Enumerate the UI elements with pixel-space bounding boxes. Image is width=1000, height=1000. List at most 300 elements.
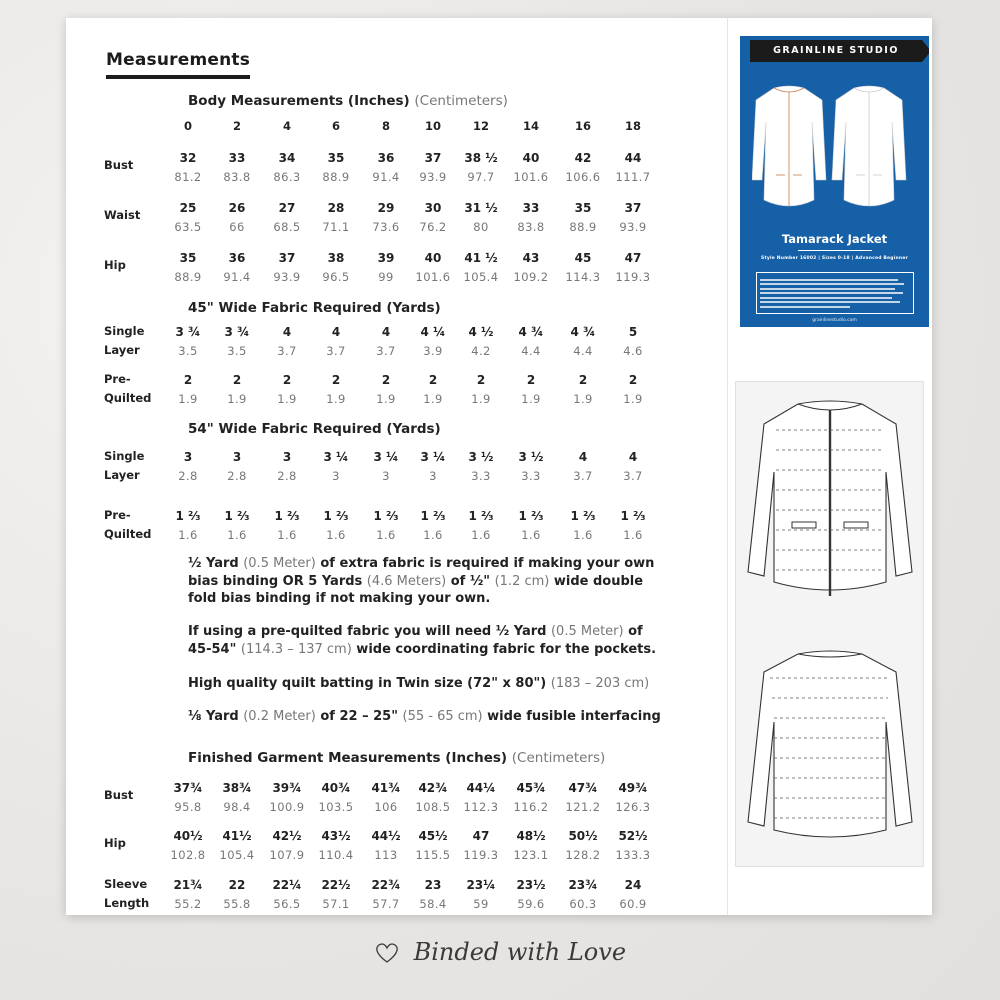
inch-value: 26: [228, 201, 246, 215]
size-label: 2: [232, 119, 241, 133]
note-paragraph: [188, 675, 668, 693]
cm-value: 126.3: [615, 800, 651, 814]
inch-value: 36: [377, 151, 395, 165]
cm-value: 91.4: [223, 270, 251, 284]
cm-value: 3.3: [521, 469, 541, 483]
note-text: of extra fabric is required if making your own bias binding OR 5 Yards: [188, 556, 655, 589]
signature: [0, 938, 1000, 966]
cm-value: 95.8: [174, 800, 202, 814]
size-label: 14: [522, 119, 539, 133]
inch-value: 23¼: [466, 878, 496, 892]
inch-value: 4: [578, 450, 588, 464]
note-text: of 22 – 25": [315, 709, 403, 724]
inch-value: 36: [228, 251, 246, 265]
inch-value: 35: [179, 251, 197, 265]
table-cell: [501, 778, 561, 817]
cm-value: 57.1: [322, 897, 350, 911]
note-text: of 45-54": [188, 624, 643, 657]
inch-value: 24: [624, 878, 642, 892]
cm-value: 4.4: [573, 344, 593, 358]
metric-value: (0.5 Meter): [243, 556, 316, 571]
table-row: [66, 447, 666, 487]
cm-value: 105.4: [463, 270, 499, 284]
inch-value: 41 ½: [464, 251, 498, 265]
table-cell: [501, 875, 561, 914]
cm-value: 4.4: [521, 344, 541, 358]
table-cell: [501, 148, 561, 187]
cm-value: 3: [429, 469, 437, 483]
cm-value: 1.6: [521, 528, 541, 542]
cm-value: 76.2: [419, 220, 447, 234]
cm-value: 106: [374, 800, 398, 814]
inch-value: 30: [424, 201, 442, 215]
cm-value: 3.7: [326, 344, 346, 358]
inch-value: 1 ⅔: [570, 509, 596, 523]
inch-value: 45: [574, 251, 592, 265]
inch-value: 48½: [516, 829, 546, 843]
inch-value: 1 ⅔: [274, 509, 300, 523]
inch-value: 21¾: [173, 878, 203, 892]
inch-value: 22: [228, 878, 246, 892]
cm-value: 68.5: [273, 220, 301, 234]
table-row: [66, 875, 666, 915]
cm-value: 81.2: [174, 170, 202, 184]
inch-value: 2: [331, 373, 341, 387]
table-row: [66, 506, 666, 546]
note-text: If using a pre-quilted fabric you will need ½ Yard: [188, 624, 551, 639]
cm-value: 1.9: [376, 392, 396, 406]
cm-value: 1.6: [623, 528, 643, 542]
inch-value: 44: [624, 151, 642, 165]
inch-value: 22¾: [371, 878, 401, 892]
inch-value: 37: [624, 201, 642, 215]
size-label: 0: [183, 119, 192, 133]
note-text: wide fusible interfacing: [482, 709, 661, 724]
cm-value: 91.4: [372, 170, 400, 184]
inch-value: 3 ½: [468, 450, 494, 464]
inch-value: 34: [278, 151, 296, 165]
inch-value: 2: [381, 373, 391, 387]
cm-value: 93.9: [273, 270, 301, 284]
inch-value: 1 ⅔: [620, 509, 646, 523]
cm-value: 60.9: [619, 897, 647, 911]
table-row: [66, 148, 666, 188]
row-label-line: Hip: [104, 836, 126, 850]
inch-value: 1 ⅔: [518, 509, 544, 523]
size-label: 6: [331, 119, 340, 133]
inch-value: 52½: [618, 829, 648, 843]
cm-value: 3: [332, 469, 340, 483]
cm-value: 1.9: [227, 392, 247, 406]
inch-value: 40½: [173, 829, 203, 843]
cover-style-line: Style Number 16002 | Sizes 0-18 | Advanced Beginner: [761, 256, 908, 261]
inch-value: 38¾: [222, 781, 252, 795]
inch-value: 23½: [516, 878, 546, 892]
cm-value: 1.9: [623, 392, 643, 406]
row-label-line: Pre-: [104, 508, 131, 522]
technical-drawings-panel: [735, 381, 924, 867]
row-label-line: Single: [104, 324, 145, 338]
cm-value: 115.5: [415, 848, 451, 862]
size-label: 10: [424, 119, 441, 133]
inch-value: 42¾: [418, 781, 448, 795]
inch-value: 47: [472, 829, 490, 843]
cm-value: 108.5: [415, 800, 451, 814]
row-label-line: Pre-: [104, 372, 131, 386]
table-cell: [501, 322, 561, 361]
size-label: 12: [472, 119, 489, 133]
inch-value: 4 ¾: [518, 325, 544, 339]
inch-value: 3 ¾: [175, 325, 201, 339]
inch-value: 22½: [321, 878, 351, 892]
table-cell: [501, 826, 561, 865]
cm-value: 56.5: [273, 897, 301, 911]
note-paragraph: [188, 708, 668, 726]
table-cell: [603, 322, 663, 361]
inch-value: 2: [578, 373, 588, 387]
inch-value: 23¾: [568, 878, 598, 892]
pattern-cover: [740, 36, 929, 327]
pattern-sheet: [66, 18, 932, 915]
inch-value: 3: [183, 450, 193, 464]
inch-value: 37: [278, 251, 296, 265]
table-row: [66, 370, 666, 410]
row-label-line: Layer: [104, 468, 140, 482]
inch-value: 44½: [371, 829, 401, 843]
table-row: [66, 322, 666, 362]
table-cell: [501, 248, 561, 287]
cm-value: 1.9: [277, 392, 297, 406]
inch-value: 40: [424, 251, 442, 265]
column-divider: [727, 18, 728, 915]
table-cell: [603, 506, 663, 545]
inch-value: 43: [522, 251, 540, 265]
size-label: 4: [282, 119, 291, 133]
cm-value: 103.5: [318, 800, 354, 814]
table-cell: [603, 826, 663, 865]
inch-value: 39: [377, 251, 395, 265]
cm-value: 3.7: [277, 344, 297, 358]
inch-value: 45½: [418, 829, 448, 843]
inch-value: 22¼: [272, 878, 302, 892]
cm-value: 105.4: [219, 848, 255, 862]
cm-value: 55.8: [223, 897, 251, 911]
cm-value: 1.6: [376, 528, 396, 542]
cm-value: 3.7: [376, 344, 396, 358]
cm-value: 128.2: [565, 848, 601, 862]
size-label: 16: [574, 119, 591, 133]
cm-value: 1.6: [227, 528, 247, 542]
cm-value: 106.6: [565, 170, 601, 184]
inch-value: 3 ¾: [224, 325, 250, 339]
row-label-line: Sleeve: [104, 877, 148, 891]
inch-value: 35: [574, 201, 592, 215]
inch-value: 2: [628, 373, 638, 387]
cm-value: 113: [374, 848, 398, 862]
cm-value: 3.5: [227, 344, 247, 358]
inch-value: 2: [428, 373, 438, 387]
inch-value: 27: [278, 201, 296, 215]
inch-value: 49¾: [618, 781, 648, 795]
inch-value: 1 ⅔: [373, 509, 399, 523]
inch-value: 50½: [568, 829, 598, 843]
inch-value: 28: [327, 201, 345, 215]
inch-value: 3: [232, 450, 242, 464]
inch-value: 47¾: [568, 781, 598, 795]
cm-value: 88.9: [322, 170, 350, 184]
cm-value: 93.9: [619, 220, 647, 234]
cover-jacket-illustration: [752, 80, 917, 220]
cm-value: 119.3: [463, 848, 499, 862]
table-cell: [603, 370, 663, 409]
row-label-line: Hip: [104, 258, 126, 272]
inch-value: 5: [628, 325, 638, 339]
cover-pattern-name: Tamarack Jacket: [781, 232, 888, 246]
metric-value: (55 - 65 cm): [402, 709, 483, 724]
inch-value: 3 ¼: [323, 450, 349, 464]
table-cell: [603, 875, 663, 914]
inch-value: 41½: [222, 829, 252, 843]
note-text: wide coordinating fabric for the pockets.: [351, 641, 657, 657]
table-cell: [603, 778, 663, 817]
page-title: Measurements: [106, 50, 250, 79]
cm-value: 1.6: [423, 528, 443, 542]
cm-value: 133.3: [615, 848, 651, 862]
cm-value: 100.9: [269, 800, 305, 814]
cm-value: 3.7: [623, 469, 643, 483]
inch-value: 4: [381, 325, 391, 339]
cm-value: 3.5: [178, 344, 198, 358]
cm-value: 99: [378, 270, 394, 284]
cm-value: 83.8: [517, 220, 545, 234]
row-label-line: Quilted: [104, 527, 152, 541]
table-cell: [603, 248, 663, 287]
metric-value: (4.6 Meters): [366, 573, 447, 589]
cm-value: 88.9: [174, 270, 202, 284]
table-cell: [501, 370, 561, 409]
metric-value: (183 – 203 cm): [550, 676, 650, 691]
cm-value: 1.9: [521, 392, 541, 406]
size-label: 18: [624, 119, 641, 133]
inch-value: 32: [179, 151, 197, 165]
table-row: [66, 248, 666, 288]
cm-value: 93.9: [419, 170, 447, 184]
cover-url: grainlinestudio.com: [812, 318, 857, 323]
cm-value: 1.6: [573, 528, 593, 542]
row-label-line: Layer: [104, 343, 140, 357]
jacket-front-back-drawings: [736, 382, 923, 866]
row-label-line: Bust: [104, 788, 134, 802]
note-text: High quality quilt batting in Twin size (72" x 80"): [188, 676, 551, 691]
inch-value: 2: [526, 373, 536, 387]
note-text: ½ Yard: [188, 556, 244, 571]
cm-value: 119.3: [615, 270, 651, 284]
cm-value: 3.9: [423, 344, 443, 358]
inch-value: 1 ⅔: [468, 509, 494, 523]
inch-value: 41¾: [371, 781, 401, 795]
cm-value: 101.6: [513, 170, 549, 184]
cm-value: 4.2: [471, 344, 491, 358]
table-row: [66, 198, 666, 238]
inch-value: 25: [179, 201, 197, 215]
inch-value: 4: [331, 325, 341, 339]
cm-value: 3.3: [471, 469, 491, 483]
row-label-line: Single: [104, 449, 145, 463]
cover-rule: [798, 250, 872, 251]
finished-measurements-heading: Finished Garment Measurements (Inches) (Centimeters): [188, 750, 606, 766]
cm-value: 59: [473, 897, 489, 911]
inch-value: 4: [282, 325, 292, 339]
cm-value: 1.6: [178, 528, 198, 542]
cm-value: 60.3: [569, 897, 597, 911]
inch-value: 2: [232, 373, 242, 387]
cm-value: 2.8: [277, 469, 297, 483]
cm-value: 59.6: [517, 897, 545, 911]
cm-value: 4.6: [623, 344, 643, 358]
row-label-line: Waist: [104, 208, 141, 222]
cm-value: 101.6: [415, 270, 451, 284]
table-cell: [501, 198, 561, 237]
row-label-line: Length: [104, 896, 150, 910]
inch-value: 4 ½: [468, 325, 494, 339]
inch-value: 3 ¼: [420, 450, 446, 464]
inch-value: 42½: [272, 829, 302, 843]
inch-value: 3 ¼: [373, 450, 399, 464]
brand-banner: GRAINLINE STUDIO: [750, 40, 922, 62]
row-label-line: Bust: [104, 158, 134, 172]
inch-value: 4 ¾: [570, 325, 596, 339]
inch-value: 39¾: [272, 781, 302, 795]
inch-value: 40: [522, 151, 540, 165]
inch-value: 38: [327, 251, 345, 265]
cm-value: 3.7: [573, 469, 593, 483]
note-text: ⅛ Yard: [188, 709, 244, 724]
note-text: of ½": [446, 573, 495, 589]
signature-text: Binded with Love: [413, 938, 627, 966]
cm-value: 83.8: [223, 170, 251, 184]
inch-value: 43½: [321, 829, 351, 843]
table-row: [66, 826, 666, 866]
cm-value: 98.4: [223, 800, 251, 814]
cm-value: 1.9: [423, 392, 443, 406]
inch-value: 42: [574, 151, 592, 165]
inch-value: 29: [377, 201, 395, 215]
cover-description-box: [756, 272, 914, 314]
inch-value: 4 ¼: [420, 325, 446, 339]
row-label-line: Quilted: [104, 391, 152, 405]
heart-icon: [374, 942, 400, 964]
cm-value: 114.3: [565, 270, 601, 284]
note-paragraph: [188, 623, 668, 658]
cm-value: 71.1: [322, 220, 350, 234]
inch-value: 37: [424, 151, 442, 165]
cm-value: 2.8: [178, 469, 198, 483]
inch-value: 2: [282, 373, 292, 387]
brand-banner-tip: [922, 40, 929, 62]
cm-value: 107.9: [269, 848, 305, 862]
table-cell: [501, 506, 561, 545]
cm-value: 110.4: [318, 848, 354, 862]
inch-value: 40¾: [321, 781, 351, 795]
cm-value: 96.5: [322, 270, 350, 284]
cm-value: 1.6: [471, 528, 491, 542]
inch-value: 1 ⅔: [323, 509, 349, 523]
cm-value: 102.8: [170, 848, 206, 862]
inch-value: 38 ½: [464, 151, 498, 165]
inch-value: 3: [282, 450, 292, 464]
body-measurements-heading: Body Measurements (Inches) (Centimeters): [188, 93, 508, 109]
inch-value: 37¾: [173, 781, 203, 795]
metric-value: (1.2 cm): [494, 573, 550, 589]
cm-value: 3: [382, 469, 390, 483]
cm-value: 111.7: [615, 170, 651, 184]
inch-value: 47: [624, 251, 642, 265]
table-cell: [603, 148, 663, 187]
inch-value: 33: [228, 151, 246, 165]
cm-value: 1.6: [277, 528, 297, 542]
cm-value: 1.6: [326, 528, 346, 542]
inch-value: 23: [424, 878, 442, 892]
note-paragraph: [188, 555, 668, 608]
cm-value: 1.9: [178, 392, 198, 406]
inch-value: 44¼: [466, 781, 496, 795]
inch-value: 1 ⅔: [224, 509, 250, 523]
metric-value: (0.5 Meter): [550, 624, 624, 639]
cm-value: 57.7: [372, 897, 400, 911]
cm-value: 58.4: [419, 897, 447, 911]
table-cell: [501, 447, 561, 486]
cm-value: 116.2: [513, 800, 549, 814]
cm-value: 109.2: [513, 270, 549, 284]
cm-value: 2.8: [227, 469, 247, 483]
cm-value: 63.5: [174, 220, 202, 234]
table-cell: [603, 447, 663, 486]
metric-value: (114.3 – 137 cm): [240, 641, 352, 657]
cm-value: 55.2: [174, 897, 202, 911]
size-header-row: [66, 119, 666, 137]
inch-value: 31 ½: [464, 201, 498, 215]
cm-value: 97.7: [467, 170, 495, 184]
inch-value: 4: [628, 450, 638, 464]
cm-value: 121.2: [565, 800, 601, 814]
inch-value: 1 ⅔: [420, 509, 446, 523]
note-text: wide double fold bias binding if not making your own.: [188, 573, 644, 606]
inch-value: 2: [476, 373, 486, 387]
cm-value: 1.9: [573, 392, 593, 406]
cm-value: 80: [473, 220, 489, 234]
fabric-45-heading: 45" Wide Fabric Required (Yards): [188, 300, 441, 316]
cm-value: 73.6: [372, 220, 400, 234]
fabric-54-heading: 54" Wide Fabric Required (Yards): [188, 421, 441, 437]
metric-value: (0.2 Meter): [243, 709, 316, 724]
cm-value: 1.9: [326, 392, 346, 406]
cm-value: 86.3: [273, 170, 301, 184]
cm-value: 1.9: [471, 392, 491, 406]
inch-value: 33: [522, 201, 540, 215]
inch-value: 45¾: [516, 781, 546, 795]
cm-value: 66: [229, 220, 245, 234]
size-label: 8: [381, 119, 390, 133]
inch-value: 35: [327, 151, 345, 165]
table-row: [66, 778, 666, 818]
cm-value: 123.1: [513, 848, 549, 862]
cm-value: 88.9: [569, 220, 597, 234]
inch-value: 3 ½: [518, 450, 544, 464]
table-cell: [603, 198, 663, 237]
inch-value: 1 ⅔: [175, 509, 201, 523]
inch-value: 2: [183, 373, 193, 387]
cm-value: 112.3: [463, 800, 499, 814]
